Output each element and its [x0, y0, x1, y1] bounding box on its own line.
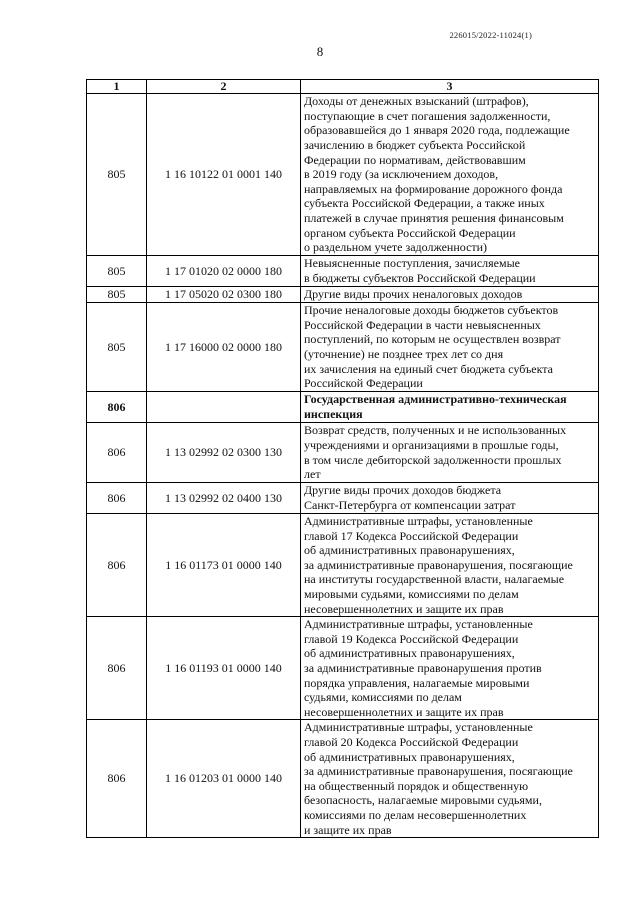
description-line: за административные правонарушения, посягающие [304, 557, 573, 572]
description-line: несовершеннолетних и защите их прав [304, 704, 504, 719]
description-line: учреждениями и организациями в прошлые годы, [304, 437, 559, 452]
document-id: 226015/2022-11024(1) [449, 30, 532, 40]
description-line: об административных правонарушениях, [304, 749, 515, 764]
description-line: Административные штрафы, установленные [304, 514, 533, 528]
description-line: субъекта Российской Федерации, а также иных [304, 196, 545, 211]
budget-code-cell: 1 13 02992 02 0300 130 [147, 423, 301, 483]
table-row [87, 392, 599, 423]
description-line: Невыясненные поступления, зачисляемые [304, 256, 520, 271]
description-line: в том числе дебиторской задолженности прошлых [304, 452, 562, 467]
table-body [87, 94, 599, 838]
revenue-codes-table [86, 79, 599, 838]
budget-code-cell: 1 17 01020 02 0000 180 [147, 256, 301, 287]
description-line: в бюджеты субъектов Российской Федерации [304, 271, 536, 285]
description-line: Федерации по нормативам, действовавшим [304, 152, 526, 167]
description-line: зачислению в бюджет субъекта Российской [304, 138, 526, 153]
description-cell [301, 423, 599, 483]
description-line: на общественный порядок и общественную [304, 778, 529, 793]
description-line: на институты государственной власти, налагаемые [304, 572, 565, 587]
budget-code-cell: 1 16 01203 01 0000 140 [147, 720, 301, 838]
budget-code-cell: 1 16 01173 01 0000 140 [147, 514, 301, 617]
description-line: Доходы от денежных взысканий (штрафов), [304, 94, 529, 109]
description-line: Государственная административно-техническая [304, 392, 567, 407]
description-line: в 2019 году (за исключением доходов, [304, 167, 499, 182]
description-line: за административные правонарушения против [304, 660, 542, 675]
description-line: поступающие в счет погашения задолженности, [304, 108, 551, 123]
admin-code-cell: 806 [87, 423, 147, 483]
admin-code-cell: 805 [87, 94, 147, 256]
table-row [87, 423, 599, 483]
description-cell [301, 392, 599, 423]
description-line: порядка управления, налагаемые мировыми [304, 675, 530, 690]
admin-code-cell: 805 [87, 287, 147, 303]
admin-code-cell: 806 [87, 720, 147, 838]
table-row [87, 287, 599, 303]
description-line: (уточнение) не позднее трех лет со дня [304, 347, 504, 361]
description-cell [301, 514, 599, 617]
description-line: об административных правонарушениях, [304, 646, 515, 661]
description-line: главой 20 Кодекса Российской Федерации [304, 735, 519, 750]
table-row [87, 720, 599, 838]
description-line: о раздельном учете задолженности) [304, 240, 488, 255]
table-row [87, 94, 599, 256]
description-line: безопасность, налагаемые мировыми судьями, [304, 793, 542, 808]
description-line: органом субъекта Российской Федерации [304, 225, 516, 240]
description-cell [301, 720, 599, 838]
column-header-2: 2 [147, 80, 301, 94]
table-row [87, 483, 599, 514]
description-line: главой 19 Кодекса Российской Федерации [304, 631, 519, 646]
budget-code-cell: 1 16 01193 01 0000 140 [147, 617, 301, 720]
admin-code-cell: 806 [87, 617, 147, 720]
description-cell [301, 256, 599, 287]
description-line: за административные правонарушения, посягающие [304, 764, 573, 779]
description-cell [301, 617, 599, 720]
budget-code-cell: 1 17 05020 02 0300 180 [147, 287, 301, 303]
description-line: Другие виды прочих доходов бюджета [304, 483, 502, 498]
table-header-row [87, 80, 599, 94]
description-cell [301, 483, 599, 514]
admin-code-cell: 805 [87, 303, 147, 392]
description-line: лет [304, 467, 321, 482]
description-cell [301, 287, 599, 303]
description-line: направляемых на формирование дорожного фонда [304, 181, 563, 196]
table-row [87, 256, 599, 287]
budget-code-cell: 1 17 16000 02 0000 180 [147, 303, 301, 392]
table-row [87, 303, 599, 392]
admin-code-cell: 805 [87, 256, 147, 287]
budget-code-cell: 1 13 02992 02 0400 130 [147, 483, 301, 514]
description-line: инспекция [304, 407, 363, 421]
description-line: главой 17 Кодекса Российской Федерации [304, 528, 519, 543]
description-line: Прочие неналоговые доходы бюджетов субъектов [304, 303, 559, 318]
budget-code-cell: 1 16 10122 01 0001 140 [147, 94, 301, 256]
description-line: об административных правонарушениях, [304, 543, 515, 558]
budget-code-cell [147, 392, 301, 423]
table-row [87, 514, 599, 617]
table-row [87, 617, 599, 720]
admin-code-cell: 806 [87, 483, 147, 514]
admin-code-cell: 806 [87, 392, 147, 423]
admin-code-cell: 806 [87, 514, 147, 617]
description-line: Возврат средств, полученных и не использованных [304, 423, 567, 438]
description-line: Другие виды прочих неналоговых доходов [304, 287, 523, 302]
description-line: Российской Федерации [304, 376, 423, 391]
description-line: несовершеннолетних и защите их прав [304, 601, 504, 616]
description-line: образовавшейся до 1 января 2020 года, подлежащие [304, 123, 570, 138]
description-line: и защите их прав [304, 822, 392, 837]
description-cell [301, 303, 599, 392]
description-line: их зачисления на единый счет бюджета субъекта [304, 361, 553, 376]
description-line: платежей в случае принятия решения финансовым [304, 210, 564, 225]
description-cell [301, 94, 599, 256]
description-line: Административные штрафы, установленные [304, 720, 533, 735]
description-line: комиссиями по делам несовершеннолетних [304, 808, 527, 822]
description-line: Административные штрафы, установленные [304, 617, 533, 632]
description-line: судьями, комиссиями по делам [304, 690, 462, 705]
page-number: 8 [316, 44, 324, 59]
column-header-3: 3 [301, 80, 599, 94]
column-header-1: 1 [87, 80, 147, 94]
description-line: мировыми судьями, комиссиями по делам [304, 586, 519, 601]
description-line: Санкт-Петербурга от компенсации затрат [304, 498, 516, 512]
description-line: поступлений, по которым не осуществлен возврат [304, 332, 561, 347]
description-line: Российской Федерации в части невыясненных [304, 317, 541, 332]
